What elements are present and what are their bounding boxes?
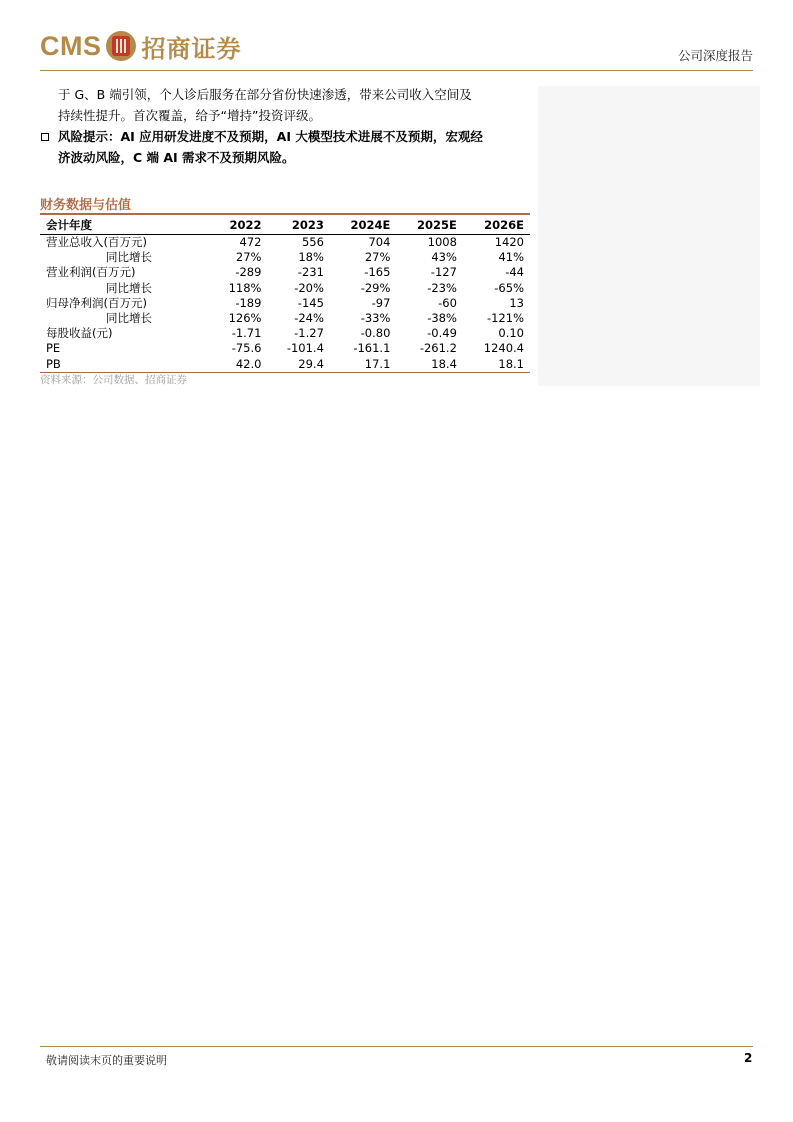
table-cell: -20%: [294, 280, 324, 295]
body-text: [40, 84, 530, 168]
table-header-row: [40, 214, 530, 235]
table-cell: 27%: [235, 250, 262, 265]
table-cell: 43%: [431, 250, 457, 265]
table-row: [40, 341, 530, 356]
column-header-year: 2025E: [396, 214, 463, 235]
table-row: [40, 235, 530, 251]
table-row: [40, 311, 530, 326]
table-cell: 18%: [298, 250, 324, 265]
table-cell: -231: [297, 265, 324, 280]
table-cell: -24%: [294, 311, 324, 326]
row-label: 营业利润(百万元): [46, 265, 136, 280]
risk-line-2: 济波动风险，C 端 AI 需求不及预期风险。: [58, 150, 295, 165]
table-cell: -44: [505, 265, 524, 280]
data-source: 资料来源：公司数据、招商证券: [40, 374, 187, 386]
table-row: [40, 265, 530, 280]
row-label: PB: [40, 357, 211, 373]
sidebar-panel: [538, 86, 760, 386]
table-cell: -29%: [360, 280, 391, 295]
summary-line-2: 持续性提升。首次覆盖，给予“增持”投资评级。: [58, 108, 321, 123]
table-cell: -121%: [486, 311, 524, 326]
table-cell: -1.71: [231, 326, 262, 341]
risk-warning: [40, 126, 530, 168]
summary-line-1: 于 G、B 端引领，个人诊后服务在部分省份快速渗透，带来公司收入空间及: [58, 87, 472, 102]
logo-emblem-icon: [106, 31, 136, 61]
cms-logo: [40, 26, 242, 66]
table-cell: -38%: [427, 311, 457, 326]
table-cell: -289: [235, 265, 262, 280]
column-header-label: 会计年度: [40, 214, 211, 235]
row-label: 营业总收入(百万元): [46, 235, 147, 250]
table-cell: -33%: [360, 311, 391, 326]
table-cell: -75.6: [231, 341, 262, 356]
header-divider: [40, 70, 753, 71]
table-cell: -127: [430, 265, 457, 280]
table-cell: -261.2: [419, 341, 457, 356]
row-label: PE: [46, 341, 61, 356]
table-cell: 1240.4: [483, 341, 524, 356]
table-cell: -60: [438, 295, 457, 310]
column-header-year: 2022: [211, 214, 267, 235]
bullet-square-icon: [41, 133, 49, 141]
column-header-year: 2024E: [330, 214, 397, 235]
table-cell: 18.4: [396, 357, 463, 373]
summary-paragraph: [40, 84, 530, 126]
table-cell: -23%: [427, 280, 457, 295]
row-label: 同比增长: [106, 250, 152, 265]
table-cell: -97: [371, 295, 391, 310]
table-cell: 42.0: [211, 357, 267, 373]
risk-line-1: 风险提示：AI 应用研发进度不及预期，AI 大模型技术进展不及预期，宏观经: [58, 129, 483, 144]
table-row: [40, 296, 530, 311]
table-cell: 27%: [364, 250, 391, 265]
table-cell: 1008: [427, 235, 457, 250]
table-cell: 41%: [498, 250, 524, 265]
row-label: 归母净利润(百万元): [46, 295, 147, 310]
table-cell: -161.1: [353, 341, 391, 356]
table-row: [40, 357, 530, 373]
page-number: 2: [744, 1051, 753, 1065]
table-body: [40, 235, 530, 373]
financial-table: [40, 213, 530, 373]
table-row: [40, 281, 530, 296]
table-cell: -0.49: [427, 326, 457, 341]
disclaimer-note: 敬请阅读末页的重要说明: [46, 1054, 167, 1067]
logo-latin-text: CMS: [40, 30, 102, 61]
table-cell: 126%: [228, 311, 262, 326]
table-cell: -189: [235, 295, 262, 310]
table-cell: -101.4: [286, 341, 324, 356]
table-cell: 13: [509, 295, 524, 310]
table-cell: -165: [364, 265, 391, 280]
report-type: 公司深度报告: [677, 48, 753, 63]
table-cell: 18.1: [463, 357, 530, 373]
logo-chinese-text: 招商证券: [141, 33, 242, 63]
table-cell: 704: [368, 235, 391, 250]
table-cell: -145: [297, 295, 324, 310]
table-cell: 29.4: [267, 357, 329, 373]
page-header: [40, 26, 753, 70]
table-cell: 1420: [494, 235, 524, 250]
table-cell: 0.10: [498, 326, 524, 341]
row-label: 每股收益(元): [46, 326, 113, 341]
table-cell: -65%: [494, 280, 524, 295]
column-header-year: 2026E: [463, 214, 530, 235]
footer-divider: [40, 1046, 753, 1047]
financial-table-title: 财务数据与估值: [40, 198, 132, 213]
table-row: [40, 250, 530, 265]
table-cell: 472: [239, 235, 262, 250]
column-header-year: 2023: [267, 214, 329, 235]
table-row: [40, 326, 530, 341]
table-cell: 17.1: [330, 357, 397, 373]
table-cell: 118%: [228, 280, 262, 295]
table-cell: 556: [301, 235, 324, 250]
table-cell: -1.27: [294, 326, 324, 341]
table-cell: -0.80: [360, 326, 391, 341]
row-label: 同比增长: [106, 280, 152, 295]
row-label: 同比增长: [106, 311, 152, 326]
